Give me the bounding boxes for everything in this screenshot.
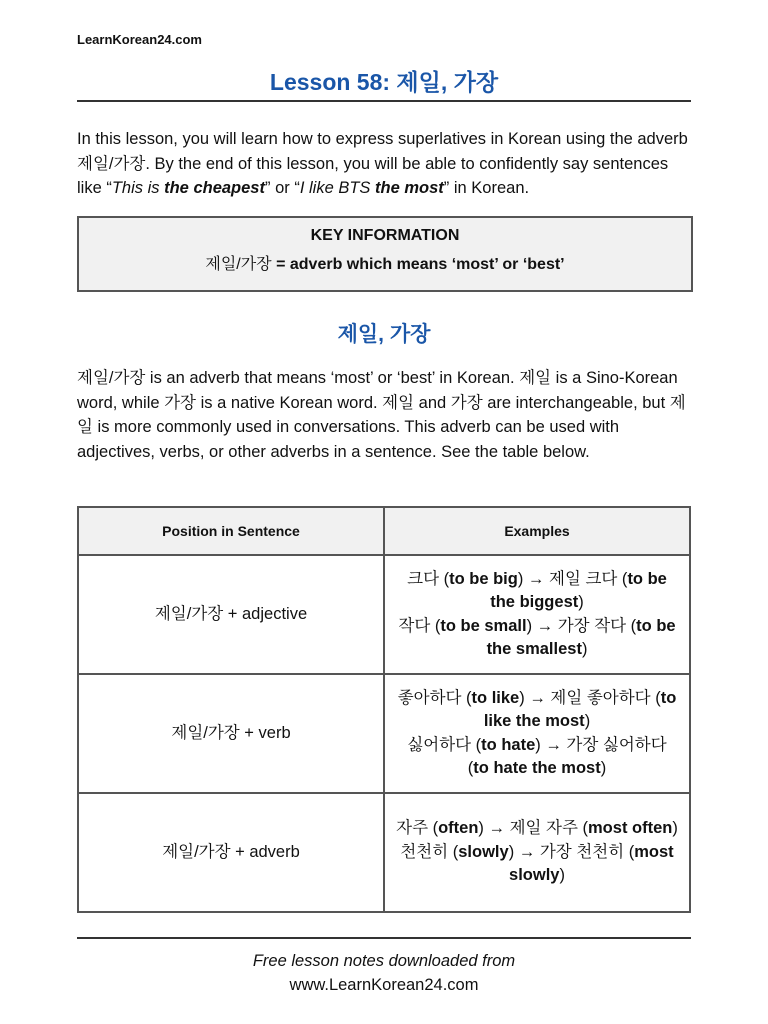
table-row <box>78 674 690 793</box>
intro-paragraph <box>77 127 697 201</box>
text-run: to be the biggest <box>490 569 667 611</box>
examples-cell <box>384 555 690 674</box>
description-paragraph <box>77 366 697 464</box>
position-cell: 제일/가장 + verb <box>78 674 384 793</box>
footer-divider <box>77 937 691 939</box>
text-run: ) <box>672 819 678 838</box>
position-cell: 제일/가장 + adjective <box>78 555 384 674</box>
example-line <box>395 841 679 888</box>
header-position: Position in Sentence <box>78 507 384 555</box>
text-run: ) → 가장 작다 ( <box>526 616 637 635</box>
header-examples: Examples <box>384 507 690 555</box>
text-run: 자주 ( <box>396 819 439 838</box>
text-run: often <box>438 819 479 838</box>
example-line <box>395 615 679 662</box>
table-row <box>78 793 690 912</box>
text-run: to be small <box>440 616 527 635</box>
text-run: 제일/가장 is an adverb that means ‘most’ or ‘best’ in Korean. 제일 is a Sino-Korean word, while 가장 is a native Korean word. 제일 and 가장 are interchangeable, but 제일 is more commonly used in conversations. This adverb can be used with adjectives, verbs, or other adverbs in a sentence. See the table below. <box>77 369 686 461</box>
text-run: to be the smallest <box>486 616 676 658</box>
table-row <box>78 555 690 674</box>
text-run: ) → 가장 천천히 ( <box>508 842 635 861</box>
text-run: This is <box>111 179 165 198</box>
text-run: ) → 제일 크다 ( <box>517 569 628 588</box>
text-run: I like BTS <box>299 179 376 198</box>
lesson-title: Lesson 58: 제일, 가장 <box>269 69 499 95</box>
text-run: 제일/가장 <box>205 256 277 273</box>
text-run: 좋아하다 ( <box>397 688 472 707</box>
text-run: slowly <box>458 842 509 861</box>
text-run: ) → 제일 좋아하다 ( <box>519 688 661 707</box>
text-run: 싫어하다 ( <box>407 735 482 754</box>
text-run: 작다 ( <box>398 616 441 635</box>
text-run: In this lesson, you will learn how to express superlatives in Korean using the adverb 제일/가장. By the end of this lesson, you will be able to confidently say sentences like “ <box>77 130 688 198</box>
position-cell: 제일/가장 + adverb <box>78 793 384 912</box>
key-information-heading: KEY INFORMATION <box>310 227 460 244</box>
text-run: 크다 ( <box>407 569 450 588</box>
example-line <box>395 568 679 615</box>
site-name: LearnKorean24.com <box>77 32 202 47</box>
text-run: ” in Korean. <box>443 179 530 198</box>
examples-cell <box>384 674 690 793</box>
text-run: to hate the most <box>473 759 601 777</box>
text-run: ) → 가장 싫어하다 ( <box>467 735 667 777</box>
text-run: ” or “ <box>264 179 300 198</box>
text-run: ) <box>578 593 584 611</box>
text-run: to like <box>471 688 520 707</box>
key-information-box <box>77 216 693 292</box>
text-run: ) → 제일 자주 ( <box>478 819 589 838</box>
examples-cell <box>384 793 690 912</box>
key-information-text <box>79 251 691 274</box>
text-run: ) <box>600 759 607 777</box>
text-run: ) <box>581 640 588 658</box>
text-run: ) <box>584 712 591 730</box>
section-heading: 제일, 가장 <box>337 323 431 346</box>
table-header-row <box>78 507 690 555</box>
text-run: to like the most <box>483 688 677 730</box>
text-run: the most <box>375 179 444 198</box>
text-run: 천천히 ( <box>400 842 459 861</box>
footer <box>77 949 691 997</box>
title-divider <box>77 100 691 102</box>
text-run: to hate <box>481 735 536 754</box>
example-line <box>395 734 679 781</box>
footer-url: www.LearnKorean24.com <box>289 976 479 994</box>
text-run: = adverb which means ‘most’ or ‘best’ <box>276 256 565 273</box>
example-line <box>395 817 679 841</box>
usage-table <box>77 506 691 913</box>
text-run: the cheapest <box>164 179 265 198</box>
text-run: to be big <box>449 569 518 588</box>
text-run: most often <box>588 819 673 838</box>
example-line <box>395 687 679 734</box>
text-run: most slowly <box>509 842 674 885</box>
footer-note: Free lesson notes downloaded from <box>252 952 516 970</box>
text-run: ) <box>559 866 565 885</box>
